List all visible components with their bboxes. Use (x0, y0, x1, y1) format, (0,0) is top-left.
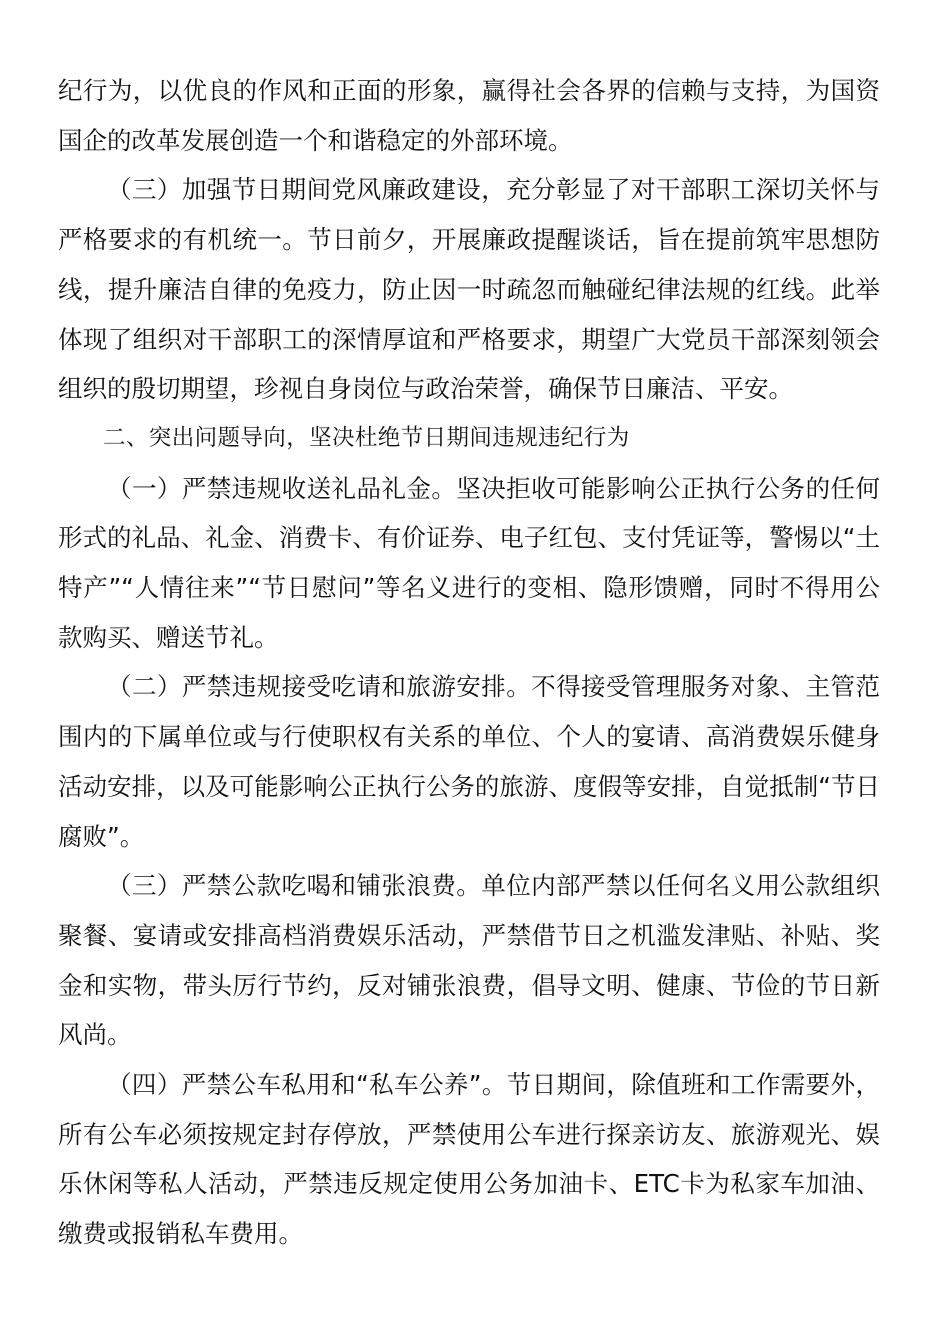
paragraph-public-funds: （三）严禁公款吃喝和铺张浪费。单位内部严禁以任何名义用公款组织聚餐、宴请或安排高档消费娱乐活动，严禁借节日之机滥发津贴、补贴、奖金和实物，带头厉行节约，反对铺张浪费，倡导文明、健康、节俭的节日新风尚。 (58, 871, 880, 1050)
paragraph-strengthen-integrity: （三）加强节日期间党风廉政建设，充分彰显了对干部职工深切关怀与严格要求的有机统一。节日前夕，开展廉政提醒谈话，旨在提前筑牢思想防线，提升廉洁自律的免疫力，防止因一时疏忽而触碰纪律法规的红线。此举体现了组织对干部职工的深情厚谊和严格要求，期望广大党员干部深刻领会组织的殷切期望，珍视自身岗位与政治荣誉，确保节日廉洁、平安。 (58, 175, 880, 404)
paragraph-continuation: 纪行为，以优良的作风和正面的形象，赢得社会各界的信赖与支持，为国资国企的改革发展创造一个和谐稳定的外部环境。 (58, 76, 880, 155)
paragraph-gifts: （一）严禁违规收送礼品礼金。坚决拒收可能影响公正执行公务的任何形式的礼品、礼金、消费卡、有价证券、电子红包、支付凭证等，警惕以“土特产”“人情往来”“节日慰问”等名义进行的变相、隐形馈赠，同时不得用公款购买、赠送节礼。 (58, 473, 880, 652)
paragraph-official-cars: （四）严禁公车私用和“私车公养”。节日期间，除值班和工作需要外，所有公车必须按规定封存停放，严禁使用公车进行探亲访友、旅游观光、娱乐休闲等私人活动，严禁违反规定使用公务加油卡、ETC卡为私家车加油、缴费或报销私车费用。 (58, 1070, 880, 1249)
section-heading-two: 二、突出问题导向，坚决杜绝节日期间违规违纪行为 (103, 424, 630, 451)
paragraph-banquets-travel: （二）严禁违规接受吃请和旅游安排。不得接受管理服务对象、主管范围内的下属单位或与行使职权有关系的单位、个人的宴请、高消费娱乐健身活动安排，以及可能影响公正执行公务的旅游、度假等安排，自觉抵制“节日腐败”。 (58, 672, 880, 851)
document-body (58, 66, 880, 1259)
